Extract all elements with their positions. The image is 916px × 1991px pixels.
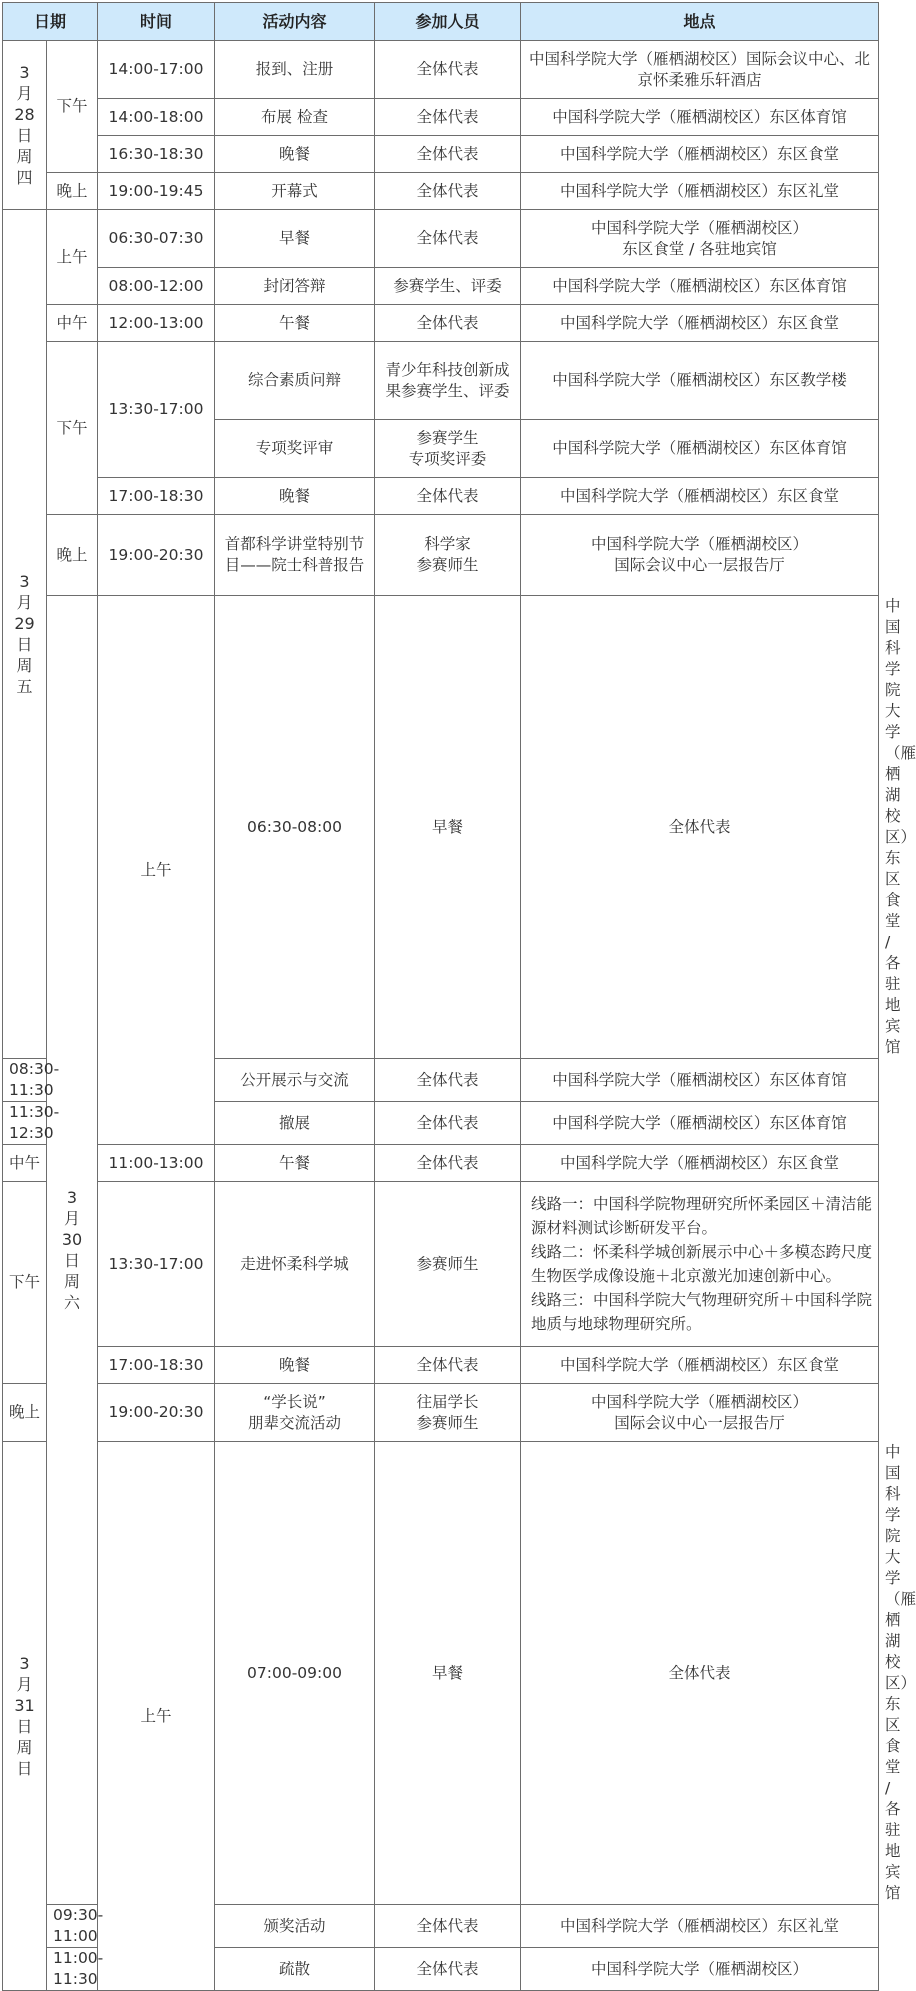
activity-cell: 综合素质问辩: [215, 342, 375, 420]
activity-cell: 颁奖活动: [215, 1905, 375, 1948]
location-cell: 中国科学院大学（雁栖湖校区）东区食堂: [521, 478, 879, 515]
time-cell: 19:00-20:30: [98, 515, 215, 596]
location-cell: 中国科学院大学（雁栖湖校区）东区礼堂: [521, 173, 879, 210]
header-location: 地点: [521, 3, 879, 41]
participants-cell: 全体代表: [375, 41, 521, 99]
activity-cell: 晚餐: [215, 136, 375, 173]
date-cell-d3: 3 月 30 日 周 六: [47, 596, 98, 1905]
location-cell: 中国科学院大学（雁栖湖校区） 国际会议中心一层报告厅: [521, 1384, 879, 1442]
participants-cell: 全体代表: [375, 136, 521, 173]
date-cell-d2: 3 月 29 日 周 五: [3, 210, 47, 1059]
location-cell: 中国科学院大学（雁栖湖校区）国际会议中心、北京怀柔雅乐轩酒店: [521, 41, 879, 99]
date-cell-d1: 3 月 28 日 周 四: [3, 41, 47, 210]
period-cell: 上午: [98, 596, 215, 1145]
activity-cell: 首都科学讲堂特别节目——院士科普报告: [215, 515, 375, 596]
participants-cell: 全体代表: [521, 1442, 879, 1905]
participants-cell: 参赛学生、评委: [375, 268, 521, 305]
activity-cell: 封闭答辩: [215, 268, 375, 305]
participants-cell: 参赛师生: [375, 1182, 521, 1347]
period-cell: 晚上: [47, 173, 98, 210]
period-cell: 中午: [3, 1145, 47, 1182]
participants-cell: 全体代表: [375, 1905, 521, 1948]
time-cell: 08:30-11:30: [3, 1059, 47, 1102]
activity-cell: 开幕式: [215, 173, 375, 210]
time-cell: 16:30-18:30: [98, 136, 215, 173]
location-cell: 中国科学院大学（雁栖湖校区）东区体育馆: [521, 1102, 879, 1145]
time-cell: 14:00-17:00: [98, 41, 215, 99]
period-cell: 中午: [47, 305, 98, 342]
header-participants: 参加人员: [375, 3, 521, 41]
participants-cell: 全体代表: [375, 478, 521, 515]
time-cell: 11:30-12:30: [3, 1102, 47, 1145]
table-row: [3, 41, 879, 99]
location-cell: 中国科学院大学（雁栖湖校区） 国际会议中心一层报告厅: [521, 515, 879, 596]
participants-cell: 全体代表: [521, 596, 879, 1059]
table-row: [3, 210, 879, 268]
time-cell: 19:00-20:30: [98, 1384, 215, 1442]
time-cell: 11:00-11:30: [47, 1948, 98, 1991]
location-cell: 中国科学院大学（雁栖湖校区）东区教学楼: [521, 342, 879, 420]
participants-cell: 全体代表: [375, 210, 521, 268]
participants-cell: 全体代表: [375, 1347, 521, 1384]
location-cell: 中国科学院大学（雁栖湖校区） 东区食堂 / 各驻地宾馆: [521, 210, 879, 268]
location-cell: 中国科学院大学（雁栖湖校区）东区体育馆: [521, 1059, 879, 1102]
activity-cell: 报到、注册: [215, 41, 375, 99]
period-cell: 上午: [98, 1442, 215, 1991]
table-row: [3, 99, 879, 136]
header-row: [3, 3, 879, 41]
activity-cell: 午餐: [215, 305, 375, 342]
table-row: [3, 173, 879, 210]
time-cell: 12:00-13:00: [98, 305, 215, 342]
activity-cell: 布展 检查: [215, 99, 375, 136]
time-cell: 11:00-13:00: [98, 1145, 215, 1182]
time-cell: 13:30-17:00: [98, 1182, 215, 1347]
location-cell: 中国科学院大学（雁栖湖校区）东区食堂: [521, 305, 879, 342]
activity-cell: 早餐: [375, 596, 521, 1059]
time-cell: 17:00-18:30: [98, 478, 215, 515]
location-cell: 中国科学院大学（雁栖湖校区）东区食堂: [521, 136, 879, 173]
activity-cell: “学长说” 朋辈交流活动: [215, 1384, 375, 1442]
time-cell: 09:30-11:00: [47, 1905, 98, 1948]
time-cell: 13:30-17:00: [98, 342, 215, 478]
activity-cell: 疏散: [215, 1948, 375, 1991]
time-cell: 14:00-18:00: [98, 99, 215, 136]
participants-cell: 全体代表: [375, 1948, 521, 1991]
participants-cell: 全体代表: [375, 1145, 521, 1182]
route-2: 线路二：怀柔科学城创新展示中心＋多模态跨尺度生物医学成像设施＋北京激光加速创新中心。: [531, 1243, 873, 1285]
time-cell: 17:00-18:30: [98, 1347, 215, 1384]
participants-cell: 全体代表: [375, 305, 521, 342]
location-cell: 中国科学院大学（雁栖湖校区）东区食堂: [521, 1347, 879, 1384]
activity-cell: 公开展示与交流: [215, 1059, 375, 1102]
participants-cell: 全体代表: [375, 173, 521, 210]
time-cell: 08:00-12:00: [98, 268, 215, 305]
table-row: [3, 1347, 879, 1384]
table-row: [3, 1384, 879, 1442]
location-cell: 中国科学院大学（雁栖湖校区）: [521, 1948, 879, 1991]
activity-cell: 走进怀柔科学城: [215, 1182, 375, 1347]
participants-cell: 全体代表: [375, 1059, 521, 1102]
table-row: [3, 305, 879, 342]
location-cell: 中国科学院大学（雁栖湖校区）东区礼堂: [521, 1905, 879, 1948]
header-date: 日期: [3, 3, 98, 41]
table-row: [3, 136, 879, 173]
participants-cell: 全体代表: [375, 1102, 521, 1145]
time-cell: 06:30-08:00: [215, 596, 375, 1059]
table-row: [3, 478, 879, 515]
location-cell: 中国科学院大学（雁栖湖校区）东区食堂: [521, 1145, 879, 1182]
schedule-table: [2, 2, 916, 1991]
period-cell: 下午: [3, 1182, 47, 1384]
table-row: [3, 1145, 879, 1182]
location-cell: 中国科学院大学（雁栖湖校区）东区体育馆: [521, 268, 879, 305]
activity-cell: 早餐: [375, 1442, 521, 1905]
period-cell: 晚上: [47, 515, 98, 596]
table-row: [3, 268, 879, 305]
location-cell: 中国科学院大学（雁栖湖校区）东区体育馆: [521, 99, 879, 136]
participants-cell: 往届学长 参赛师生: [375, 1384, 521, 1442]
table-row: [3, 515, 879, 596]
activity-cell: 午餐: [215, 1145, 375, 1182]
header-time: 时间: [98, 3, 215, 41]
time-cell: 19:00-19:45: [98, 173, 215, 210]
table-row: [3, 342, 879, 420]
location-cell-routes: [521, 1182, 879, 1347]
period-cell: 晚上: [3, 1384, 47, 1442]
header-activity: 活动内容: [215, 3, 375, 41]
table-row: [3, 1182, 879, 1347]
participants-cell: 青少年科技创新成果参赛学生、评委: [375, 342, 521, 420]
activity-cell: 早餐: [215, 210, 375, 268]
period-cell: 下午: [47, 342, 98, 515]
activity-cell: 撤展: [215, 1102, 375, 1145]
table-row: 3 月 30 日 周 六 上午 06:30-08:00 早餐 全体代表 中国科学院大学（雁栖湖校区）东区食堂 / 各驻地宾馆: [3, 596, 879, 1059]
activity-cell: 晚餐: [215, 478, 375, 515]
time-cell: 06:30-07:30: [98, 210, 215, 268]
table-row: 3 月 31 日 周 日 上午 07:00-09:00 早餐 全体代表 中国科学院大学（雁栖湖校区）东区食堂 / 各驻地宾馆: [3, 1442, 879, 1905]
period-cell: 上午: [47, 210, 98, 305]
route-1: 线路一：中国科学院物理研究所怀柔园区＋清洁能源材料测试诊断研发平台。: [531, 1195, 873, 1237]
route-3: 线路三：中国科学院大气物理研究所＋中国科学院地质与地球物理研究所。: [531, 1291, 873, 1333]
period-cell: 下午: [47, 41, 98, 173]
activity-cell: 专项奖评审: [215, 420, 375, 478]
activity-cell: 晚餐: [215, 1347, 375, 1384]
location-cell: 中国科学院大学（雁栖湖校区）东区体育馆: [521, 420, 879, 478]
participants-cell: 科学家 参赛师生: [375, 515, 521, 596]
time-cell: 07:00-09:00: [215, 1442, 375, 1905]
participants-cell: 全体代表: [375, 99, 521, 136]
participants-cell: 参赛学生 专项奖评委: [375, 420, 521, 478]
date-cell-d4: 3 月 31 日 周 日: [3, 1442, 47, 1991]
